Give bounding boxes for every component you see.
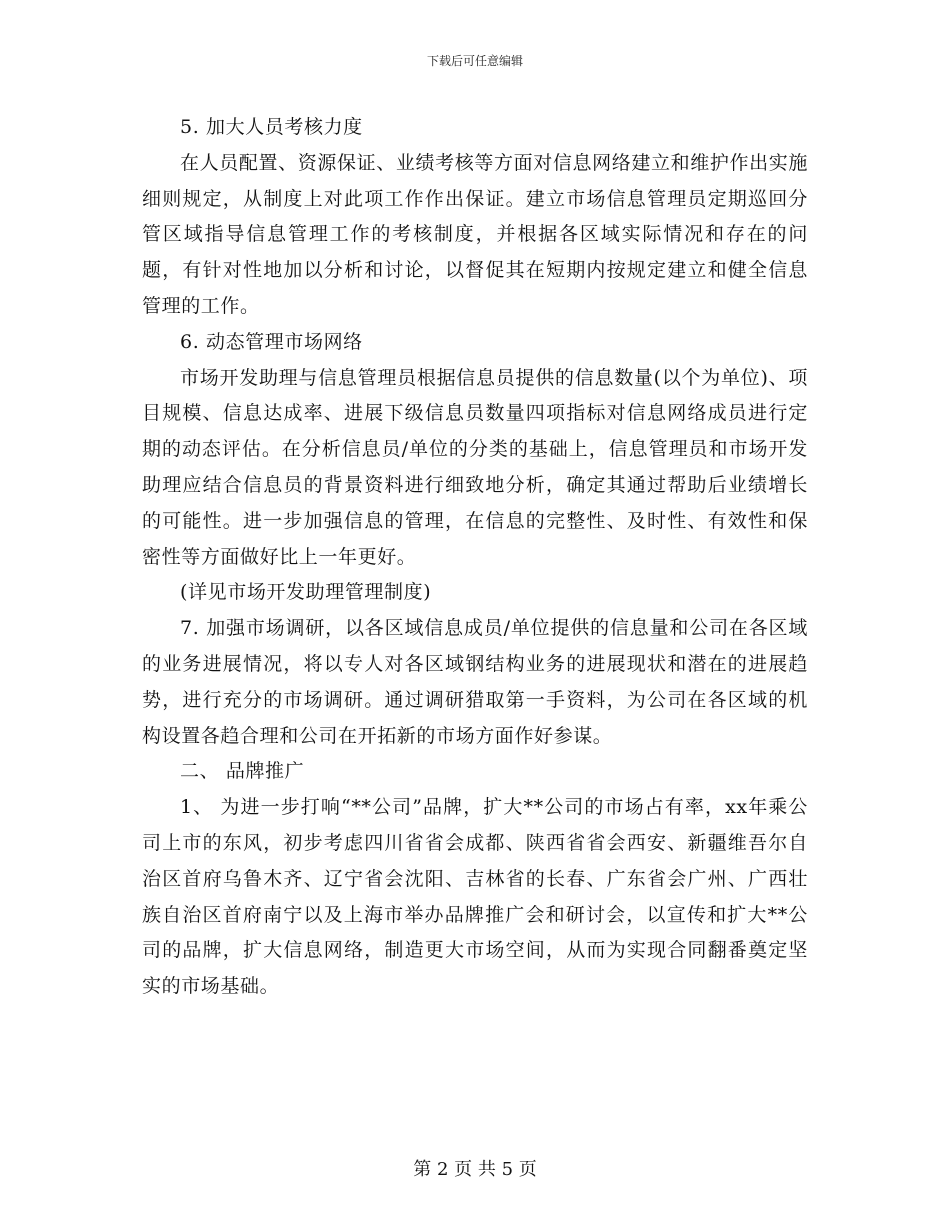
section-heading-5: 5. 加大人员考核力度	[180, 116, 363, 138]
paragraph-personnel-assessment: 在人员配置、资源保证、业绩考核等方面对信息网络建立和维护作出实施细则规定，从制度上对此项工作作出保证。建立市场信息管理员定期巡回分管区域指导信息管理工作的考核制度，并根据各区域实际情况和存在的问题，有针对性地加以分析和讨论，以督促其在短期内按规定建立和健全信息管理的工作。	[142, 151, 808, 317]
section-heading-brand: 二、 品牌推广	[180, 760, 305, 783]
section-heading-6: 6. 动态管理市场网络	[180, 330, 363, 353]
paragraph-market-research: 7. 加强市场调研，以各区域信息成员/单位提供的信息量和公司在各区域的业务进展情况，将以专人对各区域钢结构业务的进展现状和潜在的进展趋势，进行充分的市场调研。通过调研猎取第一手资料，为公司在各区域的机构设置各趋合理和公司在开拓新的市场方面作好参谋。	[142, 617, 808, 747]
page-footer	[0, 1155, 950, 1181]
page-header: 下载后可任意编辑	[426, 54, 523, 68]
paragraph-dynamic-management: 市场开发助理与信息管理员根据信息员提供的信息数量(以个为单位)、项目规模、信息达成率、进展下级信息员数量四项指标对信息网络成员进行定期的动态评估。在分析信息员/单位的分类的基础上，信息管理员和市场开发助理应结合信息员的背景资料进行细致地分析，确定其通过帮助后业绩增长的可能性。进一步加强信息的管理，在信息的完整性、及时性、有效性和保密性等方面做好比上一年更好。	[142, 366, 808, 568]
page-number-label: 第 2 页 共 5 页	[413, 1159, 537, 1180]
paragraph-brand-promotion: 1、 为进一步打响“**公司”品牌，扩大**公司的市场占有率，xx年乘公司上市的东风，初步考虑四川省省会成都、陕西省省会西安、新疆维吾尔自治区首府乌鲁木齐、辽宁省会沈阳、吉林省的长春、广东省会广州、广西壮族自治区首府南宁以及上海市举办品牌推广会和研讨会，以宣传和扩大**公司的品牌，扩大信息网络，制造更大市场空间，从而为实现合同翻番奠定坚实的市场基础。	[142, 796, 808, 998]
document-body	[142, 110, 808, 1005]
paragraph-reference-note: (详见市场开发助理管理制度)	[180, 581, 432, 604]
